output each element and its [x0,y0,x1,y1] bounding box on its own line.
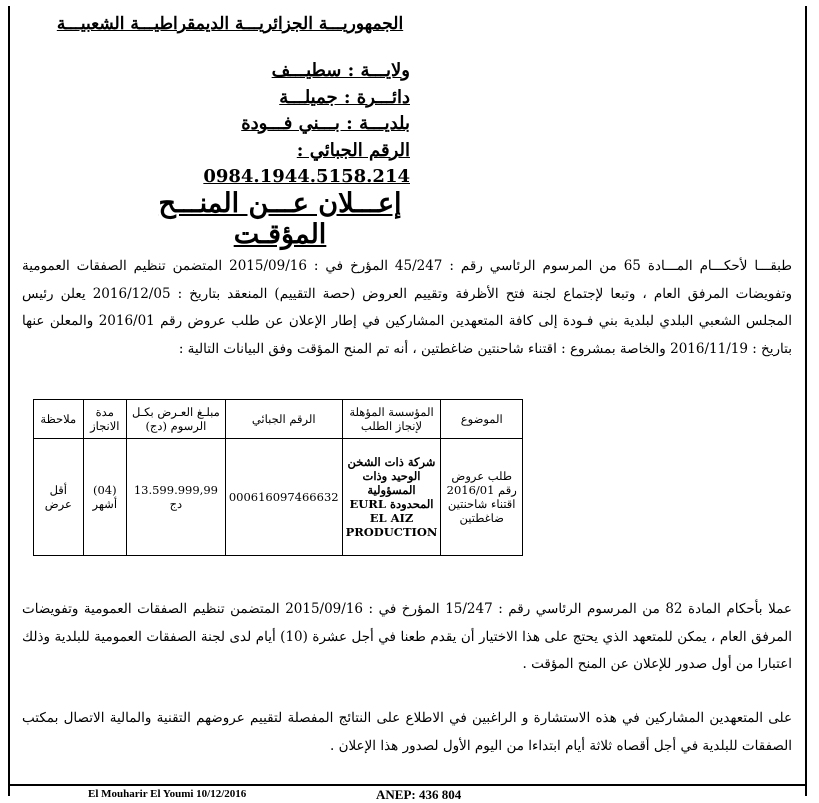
cell-remarks: أقل عرض [34,439,84,556]
table-header-row [34,400,523,439]
cell-amount: 13.599.999,99 دج [126,439,225,556]
header-amount: مبلـغ العـرض بكـل الرسوم (دج) [126,400,225,439]
cell-subject: طلب عروض رقم 2016/01 اقتناء شاحنتين ضاغطتين [441,439,523,556]
republic-heading: الجمهوريـــة الجزائريـــة الديمقراطيـــة الشعبيـــة [56,14,404,34]
header-subject: الموضوع [441,400,523,439]
header-remarks: ملاحظة [34,400,84,439]
award-table [33,399,523,556]
issuer-block [110,58,410,191]
intro-paragraph: طبقـــا لأحكـــام المـــادة 65 من المرسوم الرئاسي رقم : 45/247 المؤرخ في : 2015/09/16 المتضمن تنظيم الصفقات العمومية وتفويضات المرفق العام ، وتبعا لإجتماع لجنة فتح الأظرفة وتقييم العروض (حصة التقييم) المنعقد بتاريخ : 2016/12/05 يعلن رئيس المجلس الشعبي البلدي لبلدية بني فـودة إلى كافة المتعهدين المشاركين في إطار الإعلان عن طلب عروض رقم 2016/01 والمعلن عنها بتاريخ : 2016/11/19 والخاصة بمشروع : اقتناء شاحنتين ضاغطتين ، أنه تم المنح المؤقت وفق البيانات التالية : [22,258,793,358]
fiscal-id-line: الرقم الجبائي : 0984.1944.5158.214 [203,139,410,187]
cell-duration: (04) أشهر [83,439,126,556]
wilaya-line: ولايـــة : سطيـــف [271,60,410,81]
table-row [34,439,523,556]
appeal-paragraph: عملا بأحكام المادة 82 من المرسوم الرئاسي رقم : 15/247 المؤرخ في : 2015/09/16 المتضمن تنظيم الصفقات العمومية وتفويضات المرفق العام ، يمكن للمتعهد الذي يحتج على هذا الاختيار أن يقدم طعنا في أجل عشرة (10) أيام لدى لجنة الصفقات العمومية للبلدية وذلك اعتبارا من أول صدور للإعلان عن المنح المؤقت . [22,601,792,673]
invitation-paragraph: على المتعهدين المشاركين في هذه الاستشارة و الراغبين في الاطلاع على النتائج المفصلة لتقييم عروضهم التقنية والمالية الاتصال بمكتب الصفقات للبلدية في أجل أقصاه ثلاثة أيام ابتداءا من اليوم الأول لصدور هذا الإعلان . [22,710,792,754]
commune-line: بلديـــة : بـــني فـــودة [241,113,410,134]
footer-bar [8,784,807,802]
header-fiscal-number: الرقم الجبائي [225,400,342,439]
header-duration: مدة الانجاز [83,400,126,439]
daira-line: دائـــرة : جميلـــة [279,86,410,108]
announcement-title: إعـــلان عـــن المنـــح المؤقـت [158,188,402,250]
footer-anep: ANEP: 436 804 [376,787,462,802]
cell-fiscal-number: 000616097466632 [225,439,342,556]
footer-source: El Mouharir El Youmi 10/12/2016 [88,788,247,800]
cell-company: شركة ذات الشخن الوحيد وذات المسؤولية المحدودة EURL EL AIZ PRODUCTION [342,439,441,556]
header-company: المؤسسة المؤهلة لإنجاز الطلب [342,400,441,439]
